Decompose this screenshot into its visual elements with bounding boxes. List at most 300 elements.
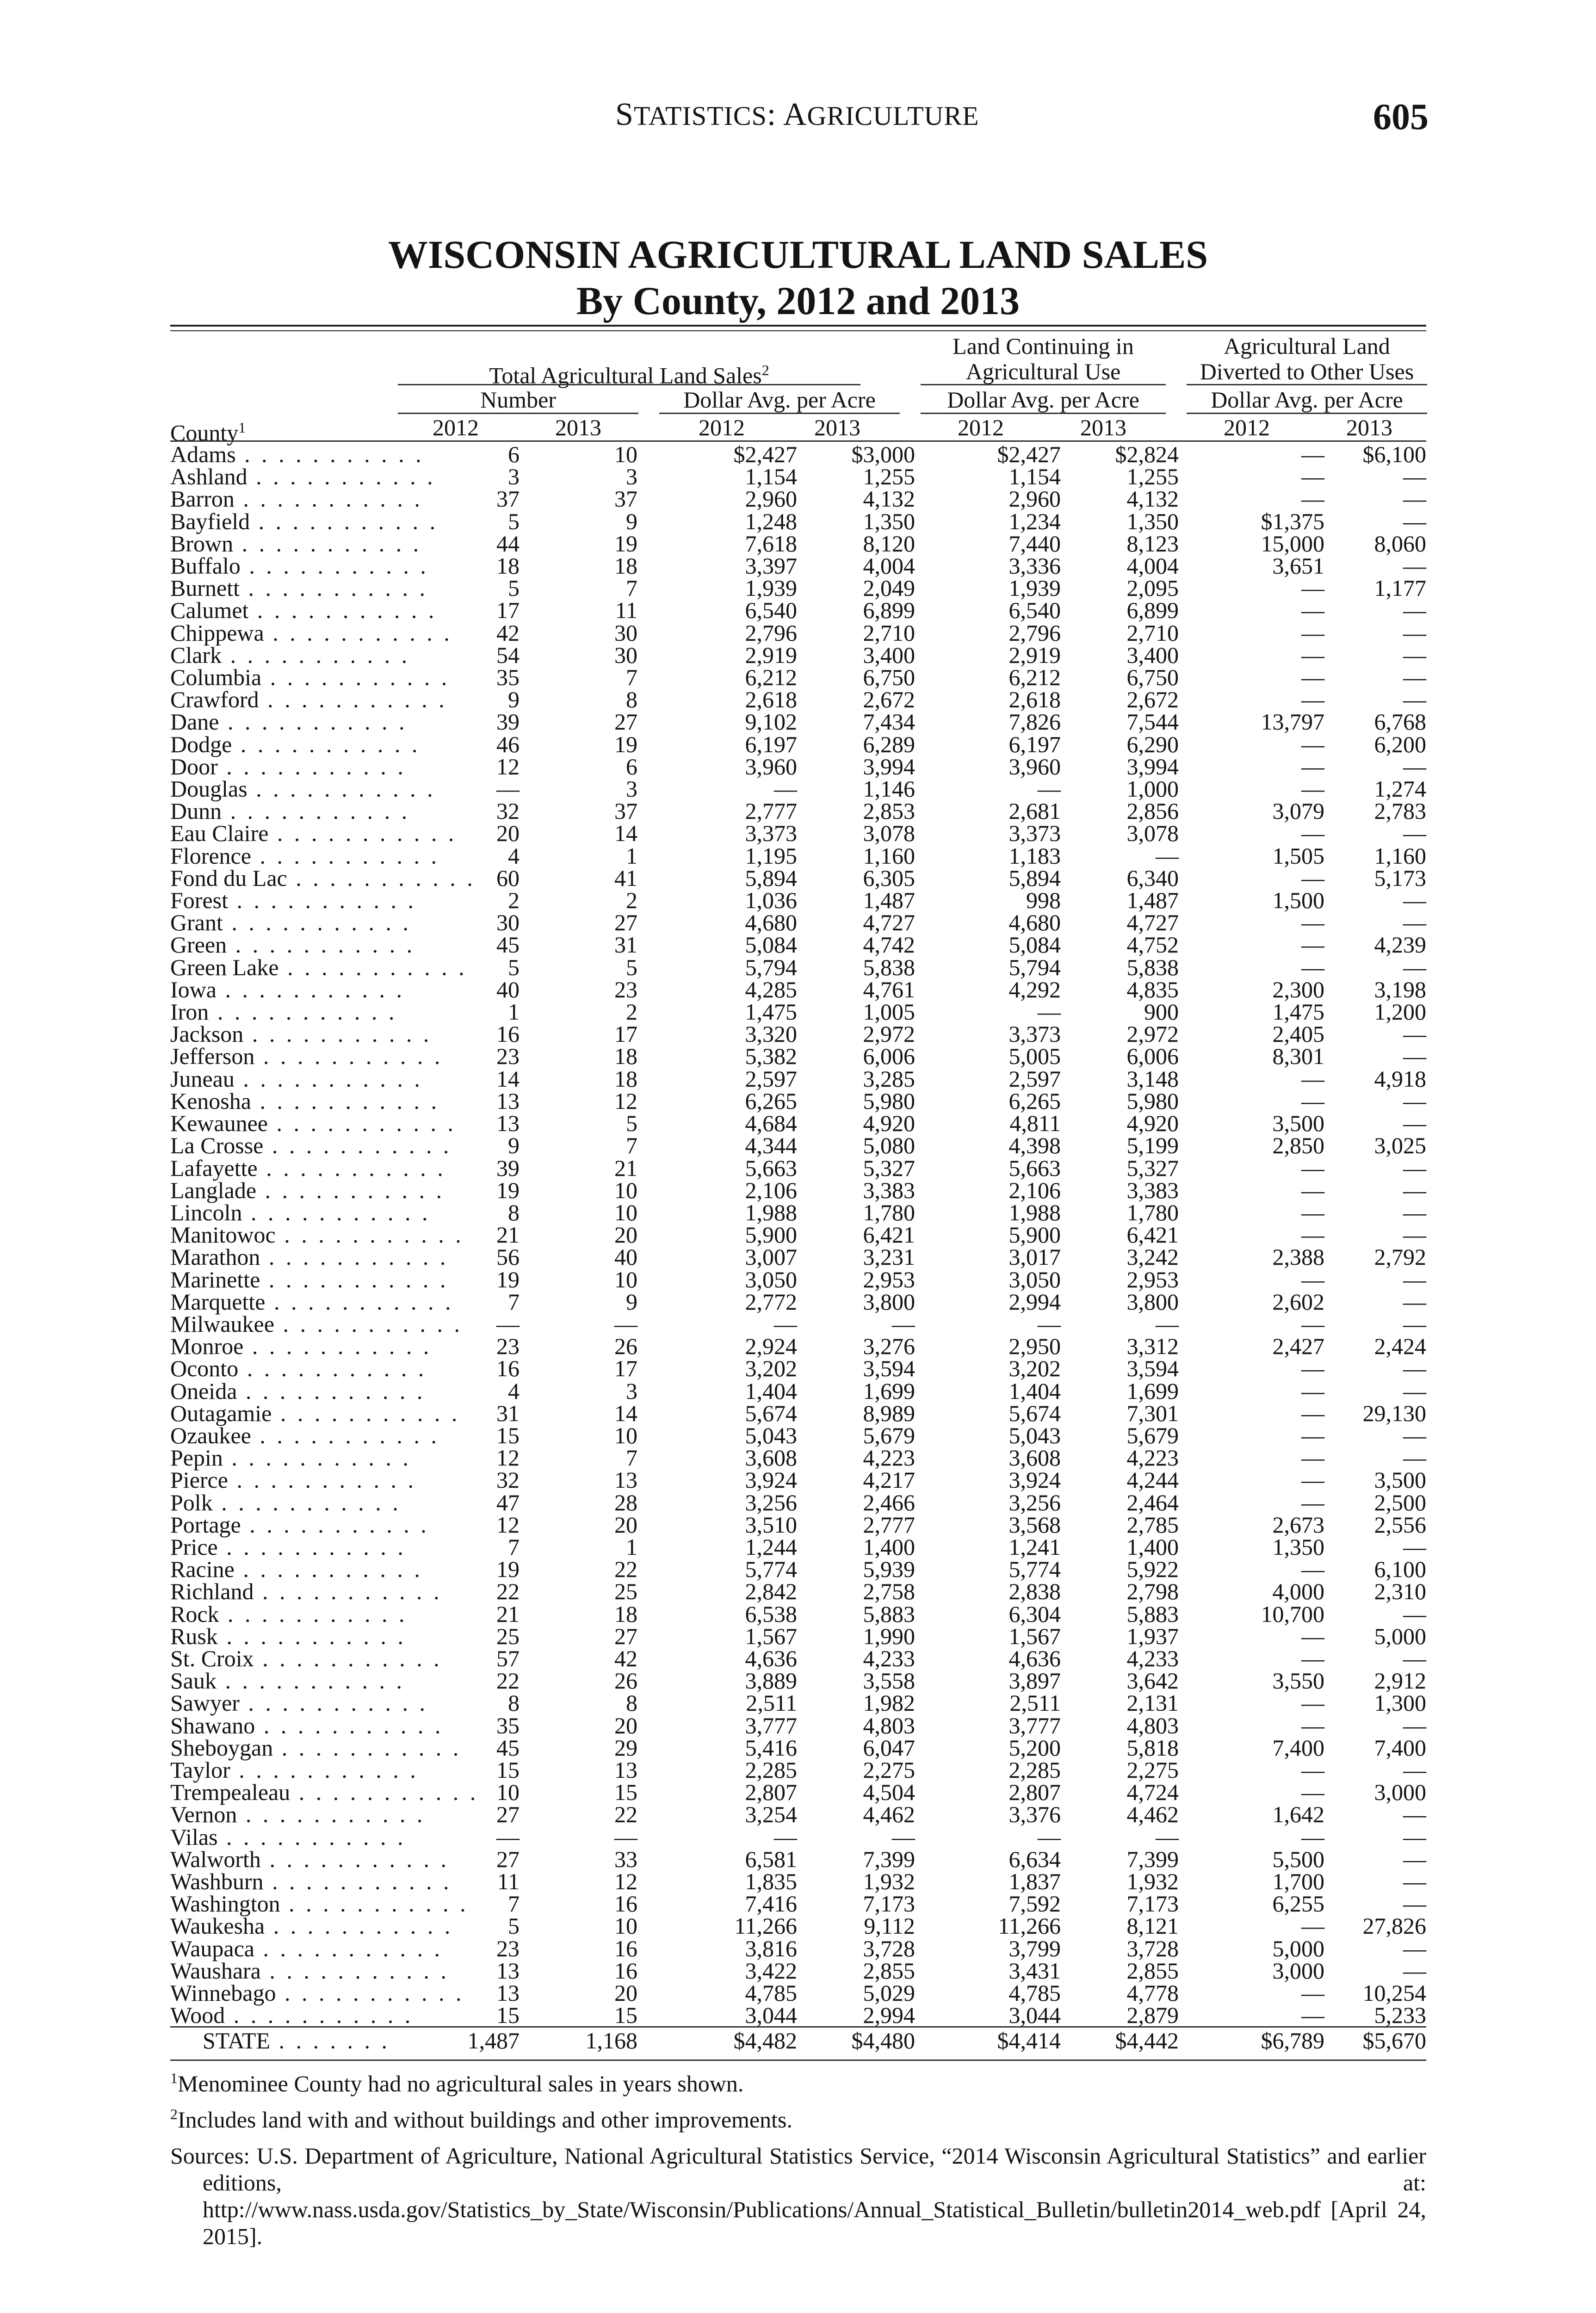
leader-dots: . . . . . . . . . . .	[261, 664, 450, 691]
cell-value: 4,233	[863, 1645, 915, 1671]
cell-value: 5,883	[863, 1601, 915, 1627]
county-name: Pepin . . . . . . . . . . .	[170, 1445, 411, 1471]
cell-value: 4,223	[1126, 1445, 1179, 1471]
county-name: Kewaunee . . . . . . . . . . .	[170, 1110, 456, 1137]
cell-value: —	[1403, 1266, 1426, 1293]
cell-value: 8	[626, 1690, 637, 1716]
cell-value: 3,276	[863, 1333, 915, 1360]
leader-dots: . . . . . . . . . . .	[257, 1155, 446, 1181]
table-row	[170, 1803, 1426, 1825]
cell-value: 7,440	[1008, 530, 1061, 557]
cell-value: 2	[626, 999, 637, 1025]
leader-dots: . . . . . . . . . . .	[268, 820, 457, 847]
table-row	[170, 465, 1426, 488]
cell-value: 1,404	[1008, 1378, 1061, 1404]
cell-value: 1,475	[745, 999, 797, 1025]
leader-dots: . . . . . . . . . . .	[238, 1355, 427, 1382]
header-year-2013: 2013	[1080, 414, 1126, 440]
cell-value: 1,255	[863, 464, 915, 490]
header-diverted-1: Agricultural Land	[1224, 333, 1390, 359]
cell-value: 5,005	[1008, 1043, 1061, 1070]
cell-value: 5,794	[1008, 954, 1061, 980]
cell-value: 2,912	[1374, 1668, 1426, 1694]
cell-value: 900	[1144, 999, 1179, 1025]
cell-value: 4,239	[1374, 932, 1426, 958]
cell-value: —	[1301, 1467, 1324, 1493]
cell-value: 7	[508, 1534, 520, 1560]
cell-value: 2,972	[863, 1021, 915, 1047]
cell-value: 4	[508, 842, 520, 869]
leader-dots: . . . . . . . . . . .	[274, 1311, 463, 1337]
cell-value: 4,761	[863, 976, 915, 1002]
cell-value: 6,212	[1008, 664, 1061, 691]
cell-value: 1,400	[1126, 1534, 1179, 1560]
cell-value: 2,672	[863, 686, 915, 713]
cell-value: 5,939	[863, 1556, 915, 1583]
cell-value: —	[1156, 842, 1179, 869]
county-name: Green . . . . . . . . . . .	[170, 932, 415, 958]
cell-value: 1	[626, 1534, 637, 1560]
county-name: Rock . . . . . . . . . . .	[170, 1601, 408, 1627]
cell-value: 28	[614, 1489, 637, 1515]
cell-value: 23	[496, 1043, 520, 1070]
cell-value: 5,029	[863, 1980, 915, 2006]
cell-value: 6,265	[1008, 1088, 1061, 1114]
cell-value: 14	[496, 1065, 520, 1092]
table-row	[170, 443, 1426, 465]
leader-dots: . . . . . . . . . . .	[254, 1043, 443, 1070]
cell-value: 3,889	[745, 1668, 797, 1694]
subheader-dollar-total: Dollar Avg. per Acre	[683, 387, 876, 413]
leader-dots: . . . . . . . . . . .	[265, 1288, 454, 1315]
county-name: Vilas . . . . . . . . . . .	[170, 1824, 406, 1850]
cell-value: 2,300	[1272, 976, 1324, 1002]
cell-value: 6,255	[1272, 1891, 1324, 1917]
cell-value: 42	[496, 619, 520, 646]
table-bottom-rule	[170, 2059, 1426, 2061]
cell-value: 7,416	[745, 1891, 797, 1917]
cell-value: 2,310	[1374, 1578, 1426, 1605]
cell-value: 2,106	[1008, 1177, 1061, 1203]
cell-value: 19	[614, 731, 637, 757]
table-row	[170, 1469, 1426, 1491]
cell-value: 8,301	[1272, 1043, 1324, 1070]
table-row	[170, 688, 1426, 711]
cell-value: 3,383	[863, 1177, 915, 1203]
cell-value: —	[1301, 642, 1324, 668]
table-row	[170, 1915, 1426, 1937]
cell-value: —	[1403, 954, 1426, 980]
cell-value: 5,774	[1008, 1556, 1061, 1583]
table-row	[170, 1759, 1426, 1781]
cell-value: 19	[496, 1556, 520, 1583]
rule-dollar-continuing	[921, 413, 1166, 414]
cell-value: 22	[614, 1801, 637, 1828]
cell-value: —	[1403, 1177, 1426, 1203]
cell-value: 3,777	[745, 1712, 797, 1738]
cell-value: 18	[614, 1601, 637, 1627]
table-row	[170, 1335, 1426, 1357]
cell-value: 3,336	[1008, 553, 1061, 579]
cell-value: 3,642	[1126, 1668, 1179, 1694]
cell-value: —	[892, 1824, 915, 1850]
cell-value: 5,200	[1008, 1734, 1061, 1761]
page-number: 605	[1373, 97, 1429, 137]
cell-value: 5,900	[745, 1222, 797, 1248]
cell-value: 5,084	[745, 932, 797, 958]
cell-value: 27	[614, 709, 637, 735]
cell-value: 15,000	[1261, 530, 1324, 557]
cell-value: 8,120	[863, 530, 915, 557]
table-row	[170, 845, 1426, 867]
cell-value: 2	[626, 887, 637, 914]
cell-value: 5,080	[863, 1132, 915, 1159]
cell-value: 37	[496, 486, 520, 512]
cell-value: —	[1038, 1824, 1061, 1850]
cell-value: —	[1403, 1824, 1426, 1850]
cell-value: 12	[496, 753, 520, 779]
leader-dots: . . . . . . . . . . .	[263, 1868, 452, 1894]
cell-value: 3,078	[863, 820, 915, 847]
cell-value: 2,842	[745, 1578, 797, 1605]
cell-value: —	[1301, 1378, 1324, 1404]
cell-value: 3,376	[1008, 1801, 1061, 1828]
cell-value: 39	[496, 709, 520, 735]
leader-dots: . . . . . . . . . . .	[256, 1177, 445, 1203]
cell-value: —	[774, 1311, 797, 1337]
leader-dots: . . . . . . . . . . .	[239, 575, 428, 601]
table-row	[170, 1224, 1426, 1246]
cell-value: 5,900	[1008, 1222, 1061, 1248]
cell-value: 4,504	[863, 1779, 915, 1806]
cell-value: 7	[626, 1445, 637, 1471]
cell-value: 3,373	[1008, 820, 1061, 847]
cell-value: 1,780	[1126, 1199, 1179, 1225]
leader-dots: . . . . . . . . . . .	[247, 776, 436, 802]
cell-value: 1,036	[745, 887, 797, 914]
cell-value: 5,679	[863, 1422, 915, 1448]
cell-value: 1,400	[863, 1534, 915, 1560]
table-row	[170, 1313, 1426, 1335]
leader-dots: . . . . . . . . . . .	[265, 1913, 453, 1939]
cell-value: 2,131	[1126, 1690, 1179, 1716]
cell-value: 3,017	[1008, 1244, 1061, 1270]
leader-dots: . . . . . . . . . . .	[251, 1088, 439, 1114]
cell-value: 3,000	[1374, 1779, 1426, 1806]
county-name: Bayfield . . . . . . . . . . .	[170, 508, 439, 534]
leader-dots: . . . . . . . . . . .	[216, 976, 405, 1002]
county-name: Sauk . . . . . . . . . . .	[170, 1668, 405, 1694]
county-name: Racine . . . . . . . . . . .	[170, 1556, 423, 1583]
cell-value: 27,826	[1362, 1913, 1426, 1939]
table-row	[170, 1201, 1426, 1224]
cell-value: 2,855	[863, 1957, 915, 1984]
cell-value: 1,982	[863, 1690, 915, 1716]
leader-dots: . . . . . . . . . . .	[227, 932, 415, 958]
header-year-2012: 2012	[699, 414, 745, 440]
cell-value: 7	[626, 575, 637, 601]
leader-dots: . . . . . . . . . . .	[219, 1601, 408, 1627]
table-row	[170, 1179, 1426, 1201]
cell-value: —	[1403, 686, 1426, 713]
cell-value: —	[1403, 1445, 1426, 1471]
table-row	[170, 577, 1426, 599]
cell-value: 4,462	[1126, 1801, 1179, 1828]
cell-value: 3,500	[1374, 1467, 1426, 1493]
cell-value: 2,855	[1126, 1957, 1179, 1984]
cell-value: 30	[614, 619, 637, 646]
county-name: Green Lake . . . . . . . . . . .	[170, 954, 467, 980]
leader-dots: . . . . . . . . . . .	[217, 1668, 405, 1694]
cell-value: 2,807	[1008, 1779, 1061, 1806]
cell-value: 5,233	[1374, 2002, 1426, 2029]
table-row	[170, 1714, 1426, 1737]
cell-value: 3,728	[1126, 1935, 1179, 1961]
cell-value: 1,699	[863, 1378, 915, 1404]
cell-value: 26	[614, 1668, 637, 1694]
cell-value: 6,197	[1008, 731, 1061, 757]
cell-value: 2,672	[1126, 686, 1179, 713]
cell-value: 2,953	[1126, 1266, 1179, 1293]
cell-value: 32	[496, 1467, 520, 1493]
cell-value: 4,785	[745, 1980, 797, 2006]
county-name: Sawyer . . . . . . . . . . .	[170, 1690, 428, 1716]
cell-value: 1,642	[1272, 1801, 1324, 1828]
cell-value: 7	[508, 1288, 520, 1315]
cell-value: 4,244	[1126, 1467, 1179, 1493]
cell-value: 2,095	[1126, 575, 1179, 601]
county-name: Waukesha . . . . . . . . . . .	[170, 1913, 453, 1939]
cell-value: 42	[614, 1645, 637, 1671]
cell-value: —	[1403, 464, 1426, 490]
cell-value: 3,320	[745, 1021, 797, 1047]
county-name: Washburn . . . . . . . . . . .	[170, 1868, 452, 1894]
county-name: Dunn . . . . . . . . . . .	[170, 798, 410, 824]
cell-value: —	[774, 776, 797, 802]
county-name: Marquette . . . . . . . . . . .	[170, 1288, 454, 1315]
cell-value: 17	[614, 1021, 637, 1047]
cell-value: 2,758	[863, 1578, 915, 1605]
cell-value: 23	[496, 1935, 520, 1961]
leader-dots: . . . . . . . . . . .	[232, 731, 421, 757]
cell-value: 2,960	[1008, 486, 1061, 512]
cell-value: 2,597	[1008, 1065, 1061, 1092]
table-row	[170, 800, 1426, 822]
cell-value: —	[1301, 1222, 1324, 1248]
cell-value: —	[1301, 1177, 1324, 1203]
cell-value: 6,212	[745, 664, 797, 691]
county-name: Crawford . . . . . . . . . . .	[170, 686, 447, 713]
cell-value: 10	[614, 441, 637, 467]
cell-value: —	[1403, 1601, 1426, 1627]
leader-dots: . . . . . . . . . . .	[260, 1957, 449, 1984]
cell-value: 15	[614, 1779, 637, 1806]
cell-value: 8,121	[1126, 1913, 1179, 1939]
cell-value: —	[1403, 1645, 1426, 1671]
cell-value: 3,960	[745, 753, 797, 779]
county-name: Kenosha . . . . . . . . . . .	[170, 1088, 439, 1114]
cell-value: 10	[614, 1177, 637, 1203]
county-name: Florence . . . . . . . . . . .	[170, 842, 439, 869]
county-name: Burnett . . . . . . . . . . .	[170, 575, 428, 601]
cell-value: —	[1301, 464, 1324, 490]
cell-value: 2,285	[1008, 1756, 1061, 1783]
cell-value: 3,422	[745, 1957, 797, 1984]
cell-value: —	[1403, 553, 1426, 579]
cell-value: 4,000	[1272, 1578, 1324, 1605]
cell-value: 20	[614, 1222, 637, 1248]
cell-value: 17	[496, 597, 520, 624]
cell-value: 14	[614, 820, 637, 847]
cell-value: —	[1301, 1065, 1324, 1092]
cell-value: 6,538	[745, 1601, 797, 1627]
cell-value: 3,050	[745, 1266, 797, 1293]
county-name: Door . . . . . . . . . . .	[170, 753, 406, 779]
cell-value: 25	[614, 1578, 637, 1605]
cell-value: 5,838	[1126, 954, 1179, 980]
cell-value: 7,400	[1374, 1734, 1426, 1761]
cell-value: 8	[508, 1690, 520, 1716]
cell-value: 4,636	[745, 1645, 797, 1671]
cell-value: 3,044	[745, 2002, 797, 2029]
cell-value: 2,049	[863, 575, 915, 601]
state-total-row	[170, 2027, 1426, 2054]
cell-value: 10	[614, 1266, 637, 1293]
cell-value: 4,680	[745, 909, 797, 936]
subheader-dollar-diverted: Dollar Avg. per Acre	[1211, 387, 1403, 413]
cell-value: 2,798	[1126, 1578, 1179, 1605]
cell-value: —	[1403, 1088, 1426, 1114]
cell-value: 8,989	[863, 1400, 915, 1426]
leader-dots: . . . . . . . . . . .	[209, 999, 397, 1025]
cell-value: 7,173	[1126, 1891, 1179, 1917]
cell-value: —	[1403, 820, 1426, 847]
leader-dots: . . . . . . . . . . .	[260, 1266, 449, 1293]
cell-value: —	[1403, 1378, 1426, 1404]
footnote-1: $^1$Menominee County had no agricultural sales in years shown.	[170, 2070, 744, 2097]
cell-value: 2,772	[745, 1288, 797, 1315]
county-name: Lafayette . . . . . . . . . . .	[170, 1155, 446, 1181]
cell-value: —	[1403, 1155, 1426, 1181]
footnotes	[170, 2070, 1426, 2259]
leader-dots: . . . . . . . . . . .	[251, 1422, 439, 1448]
cell-value: 13	[496, 1980, 520, 2006]
cell-value: 5,894	[745, 865, 797, 891]
cell-value: 15	[496, 1422, 520, 1448]
cell-value: 2,960	[745, 486, 797, 512]
cell-value: 6,200	[1374, 731, 1426, 757]
cell-value: 1,990	[863, 1623, 915, 1649]
cell-value: 4,462	[863, 1801, 915, 1828]
cell-value: 3,558	[863, 1668, 915, 1694]
cell-value: —	[1038, 999, 1061, 1025]
cell-value: —	[1301, 820, 1324, 847]
cell-value: —	[1403, 887, 1426, 914]
cell-value: 2,424	[1374, 1333, 1426, 1360]
cell-value: 3,148	[1126, 1065, 1179, 1092]
table-row	[170, 1491, 1426, 1514]
cell-value: 3,799	[1008, 1935, 1061, 1961]
cell-value: 32	[496, 798, 520, 824]
cell-value: 2,106	[745, 1177, 797, 1203]
leader-dots: . . . . . . . . . . .	[260, 1244, 449, 1270]
cell-value: $5,670	[1324, 2027, 1426, 2054]
cell-value: 6,304	[1008, 1601, 1061, 1627]
cell-value: 1,350	[1126, 508, 1179, 534]
cell-value: 1,475	[1272, 999, 1324, 1025]
leader-dots: . . . . . . . . . . .	[273, 1734, 462, 1761]
cell-value: 998	[1026, 887, 1061, 914]
county-name: La Crosse . . . . . . . . . . .	[170, 1132, 452, 1159]
leader-dots: . . . . . . . . . . .	[234, 1065, 423, 1092]
cell-value: 5,980	[863, 1088, 915, 1114]
cell-value: 1,183	[1008, 842, 1061, 869]
table-row	[170, 1870, 1426, 1892]
cell-value: 6,006	[1126, 1043, 1179, 1070]
cell-value: —	[1301, 2002, 1324, 2029]
leader-dots: . . . . . . . . . . .	[241, 1511, 429, 1538]
leader-dots: . . . . . . . . . . .	[268, 1110, 456, 1137]
county-name: Portage . . . . . . . . . . .	[170, 1511, 429, 1538]
county-name: Oneida . . . . . . . . . . .	[170, 1378, 426, 1404]
cell-value: —	[1403, 1756, 1426, 1783]
cell-value: 22	[614, 1556, 637, 1583]
county-name: Brown . . . . . . . . . . .	[170, 530, 422, 557]
cell-value: 1,988	[745, 1199, 797, 1225]
cell-value: 3,897	[1008, 1668, 1061, 1694]
cell-value: 9,102	[745, 709, 797, 735]
cell-value: —	[1403, 486, 1426, 512]
cell-value: 26	[614, 1333, 637, 1360]
cell-value: 27	[614, 1623, 637, 1649]
table-row	[170, 1112, 1426, 1134]
cell-value: 1,154	[1008, 464, 1061, 490]
cell-value: —	[496, 1311, 520, 1337]
cell-value: 2,853	[863, 798, 915, 824]
cell-value: 7	[626, 1132, 637, 1159]
cell-value: —	[1301, 909, 1324, 936]
table-row	[170, 1603, 1426, 1625]
cell-value: 5	[508, 575, 520, 601]
leader-dots: . . . . . . . . . . .	[230, 1756, 419, 1783]
header-year-2012: 2012	[1224, 414, 1270, 440]
cell-value: 3,242	[1126, 1244, 1179, 1270]
cell-value: 2,427	[1272, 1333, 1324, 1360]
cell-value: 3,994	[1126, 753, 1179, 779]
county-name: St. Croix . . . . . . . . . . .	[170, 1645, 442, 1671]
cell-value: 4,344	[745, 1132, 797, 1159]
cell-value: 1,248	[745, 508, 797, 534]
leader-dots: . . . . . . .	[270, 2028, 390, 2054]
leader-dots: . . . . . . . . . . .	[217, 1824, 406, 1850]
cell-value: 19	[496, 1266, 520, 1293]
cell-value: 13,797	[1261, 709, 1324, 735]
cell-value: 16	[614, 1891, 637, 1917]
header-total-sales: Total Agricultural Land Sales$^2$	[489, 362, 769, 389]
cell-value: —	[1301, 1445, 1324, 1471]
cell-value: 4,684	[745, 1110, 797, 1137]
cell-value: 2,972	[1126, 1021, 1179, 1047]
cell-value: 1,939	[745, 575, 797, 601]
cell-value: 7,399	[863, 1846, 915, 1872]
cell-value: 2,388	[1272, 1244, 1324, 1270]
county-name: Pierce . . . . . . . . . . .	[170, 1467, 416, 1493]
cell-value: 4,636	[1008, 1645, 1061, 1671]
county-name: Calumet . . . . . . . . . . .	[170, 597, 437, 624]
cell-value: 1,005	[863, 999, 915, 1025]
cell-value: 2,919	[1008, 642, 1061, 668]
table-row	[170, 510, 1426, 532]
